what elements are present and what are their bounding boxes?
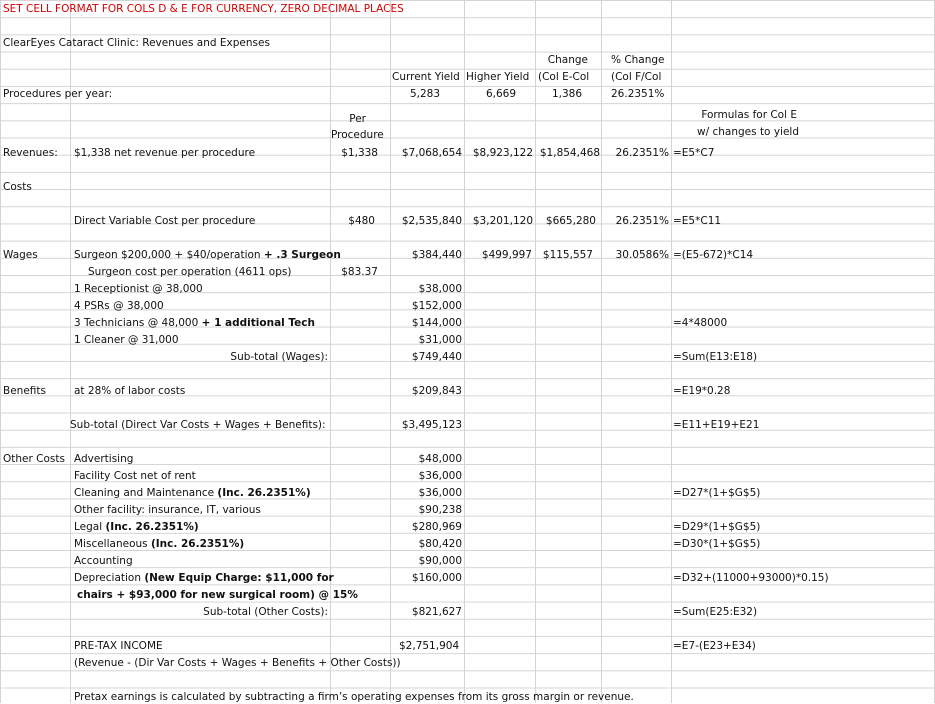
pretax-label[interactable]: PRE-TAX INCOME xyxy=(74,640,163,652)
wages-surgeon-desc[interactable] xyxy=(74,248,341,262)
wages-surgeon-pct[interactable]: 30.0586% xyxy=(615,249,669,261)
pretax-formula[interactable]: =E7-(E23+E34) xyxy=(673,640,756,652)
costs-label[interactable]: Costs xyxy=(3,181,32,193)
legal-formula[interactable]: =D29*(1+$G$5) xyxy=(673,521,761,533)
accounting-val[interactable]: $90,000 xyxy=(418,555,462,567)
sheet-title[interactable]: ClearEyes Cataract Clinic: Revenues and Expenses xyxy=(3,37,270,49)
other-subtotal-label[interactable]: Sub-total (Other Costs): xyxy=(203,606,328,618)
procedures-label[interactable]: Procedures per year: xyxy=(3,88,113,100)
procedures-pct[interactable]: 26.2351% xyxy=(611,88,665,100)
column-divider xyxy=(535,0,536,703)
technicians-val[interactable]: $144,000 xyxy=(411,317,462,329)
dvc-per[interactable]: $480 xyxy=(348,215,375,227)
header-procedure[interactable]: Procedure xyxy=(331,129,384,141)
technicians-desc-a: 3 Technicians @ 48,000 xyxy=(74,317,202,329)
legal-desc-b: (Inc. 26.2351%) xyxy=(105,521,199,533)
other-facility-val[interactable]: $90,238 xyxy=(418,504,462,516)
wages-surgeon-current[interactable]: $384,440 xyxy=(411,249,462,261)
depreciation-desc-cont[interactable] xyxy=(77,588,358,602)
psrs-desc[interactable]: 4 PSRs @ 38,000 xyxy=(74,300,164,312)
other-subtotal-formula[interactable]: =Sum(E25:E32) xyxy=(673,606,758,618)
depreciation-desc-a: Depreciation xyxy=(74,572,145,584)
misc-formula[interactable]: =D30*(1+$G$5) xyxy=(673,538,761,550)
facility-desc[interactable]: Facility Cost net of rent xyxy=(74,470,196,482)
pretax-val[interactable]: $2,751,904 xyxy=(399,640,460,652)
header-formulas-1[interactable]: Formulas for Col E xyxy=(701,109,797,121)
wages-surgeon-change[interactable]: $115,557 xyxy=(542,249,593,261)
surgeon-cost-per-op-label[interactable]: Surgeon cost per operation (4611 ops) xyxy=(88,266,292,278)
pretax-sub[interactable]: (Revenue - (Dir Var Costs + Wages + Benefits + Other Costs)) xyxy=(74,657,401,669)
dvc-pct[interactable]: 26.2351% xyxy=(615,215,669,227)
benefits-label[interactable]: Benefits xyxy=(3,385,46,397)
subtotal-dvwb-formula[interactable]: =E11+E19+E21 xyxy=(673,419,760,431)
dvc-current[interactable]: $2,535,840 xyxy=(401,215,462,227)
revenues-pct[interactable]: 26.2351% xyxy=(615,147,669,159)
column-divider xyxy=(390,0,391,703)
cleaning-desc-b: (Inc. 26.2351%) xyxy=(217,487,311,499)
header-per[interactable]: Per xyxy=(349,113,366,125)
revenues-formula[interactable]: =E5*C7 xyxy=(673,147,715,159)
revenues-label[interactable]: Revenues: xyxy=(3,147,58,159)
other-subtotal-val[interactable]: $821,627 xyxy=(411,606,462,618)
cleaning-desc-a: Cleaning and Maintenance xyxy=(74,487,218,499)
cleaner-desc[interactable]: 1 Cleaner @ 31,000 xyxy=(74,334,179,346)
technicians-desc[interactable] xyxy=(74,316,315,330)
wages-surgeon-higher[interactable]: $499,997 xyxy=(481,249,532,261)
revenues-current[interactable]: $7,068,654 xyxy=(401,147,462,159)
revenues-per[interactable]: $1,338 xyxy=(341,147,378,159)
dvc-higher[interactable]: $3,201,120 xyxy=(472,215,533,227)
advertising-val[interactable]: $48,000 xyxy=(418,453,462,465)
wages-subtotal-label[interactable]: Sub-total (Wages): xyxy=(230,351,328,363)
psrs-val[interactable]: $152,000 xyxy=(411,300,462,312)
cleaning-formula[interactable]: =D27*(1+$G$5) xyxy=(673,487,761,499)
dvc-formula[interactable]: =E5*C11 xyxy=(673,215,722,227)
wages-surgeon-formula[interactable]: =(E5-672)*C14 xyxy=(673,249,754,261)
facility-val[interactable]: $36,000 xyxy=(418,470,462,482)
header-col-e-col[interactable]: (Col E-Col xyxy=(538,71,590,83)
technicians-formula[interactable]: =4*48000 xyxy=(673,317,728,329)
accounting-desc[interactable]: Accounting xyxy=(74,555,133,567)
misc-desc[interactable] xyxy=(74,537,244,551)
subtotal-dvwb-val[interactable]: $3,495,123 xyxy=(401,419,462,431)
wages-surgeon-desc-a: Surgeon $200,000 + $40/operation xyxy=(74,249,264,261)
procedures-current[interactable]: 5,283 xyxy=(409,88,440,100)
cleaning-desc[interactable] xyxy=(74,486,311,500)
procedures-change[interactable]: 1,386 xyxy=(551,88,582,100)
cleaning-val[interactable]: $36,000 xyxy=(418,487,462,499)
depreciation-desc-b: (New Equip Charge: $11,000 for xyxy=(144,572,334,584)
benefits-desc[interactable]: at 28% of labor costs xyxy=(74,385,186,397)
header-higher-yield[interactable]: Higher Yield xyxy=(466,71,530,83)
column-divider xyxy=(70,0,71,703)
other-facility-desc[interactable]: Other facility: insurance, IT, various xyxy=(74,504,261,516)
column-divider xyxy=(464,0,465,703)
wages-subtotal-formula[interactable]: =Sum(E13:E18) xyxy=(673,351,758,363)
header-formulas-2[interactable]: w/ changes to yield xyxy=(697,126,799,138)
header-col-f-col[interactable]: (Col F/Col xyxy=(611,71,662,83)
depreciation-desc[interactable] xyxy=(74,571,334,585)
header-current-yield[interactable]: Current Yield xyxy=(392,71,460,83)
wages-surgeon-desc-b: + .3 Surgeon xyxy=(263,249,341,261)
surgeon-cost-per-op[interactable]: $83.37 xyxy=(341,266,378,278)
benefits-formula[interactable]: =E19*0.28 xyxy=(673,385,731,397)
header-change[interactable]: Change xyxy=(547,54,588,66)
revenues-higher[interactable]: $8,923,122 xyxy=(472,147,533,159)
wages-subtotal-val[interactable]: $749,440 xyxy=(411,351,462,363)
legal-desc-a: Legal xyxy=(74,521,106,533)
misc-desc-b: (Inc. 26.2351%) xyxy=(150,538,245,550)
legal-val[interactable]: $280,969 xyxy=(411,521,462,533)
depreciation-formula[interactable]: =D32+(11000+93000)*0.15) xyxy=(673,572,829,584)
revenues-desc[interactable]: $1,338 net revenue per procedure xyxy=(74,147,256,159)
technicians-desc-b: + 1 additional Tech xyxy=(201,317,315,329)
cleaner-val[interactable]: $31,000 xyxy=(418,334,462,346)
other-costs-label[interactable]: Other Costs xyxy=(3,453,65,465)
format-note[interactable]: SET CELL FORMAT FOR COLS D & E FOR CURRENCY, ZERO DECIMAL PLACES xyxy=(3,3,404,15)
footnote[interactable]: Pretax earnings is calculated by subtracting a firm’s operating expenses from its gross margin or revenue. xyxy=(74,691,634,703)
legal-desc[interactable] xyxy=(74,520,199,534)
procedures-higher[interactable]: 6,669 xyxy=(485,88,516,100)
receptionist-desc[interactable]: 1 Receptionist @ 38,000 xyxy=(74,283,203,295)
column-divider xyxy=(601,0,602,703)
depreciation-desc-c: chairs + $93,000 for new surgical room) @ 15% xyxy=(77,589,358,601)
wages-label[interactable]: Wages xyxy=(3,249,38,261)
misc-desc-a: Miscellaneous xyxy=(74,538,151,550)
receptionist-val[interactable]: $38,000 xyxy=(418,283,462,295)
dvc-change[interactable]: $665,280 xyxy=(545,215,596,227)
depreciation-val[interactable]: $160,000 xyxy=(411,572,462,584)
advertising-desc[interactable]: Advertising xyxy=(74,453,134,465)
subtotal-dvwb-label[interactable]: Sub-total (Direct Var Costs + Wages + Benefits): xyxy=(70,419,326,431)
misc-val[interactable]: $80,420 xyxy=(418,538,462,550)
dvc-desc[interactable]: Direct Variable Cost per procedure xyxy=(74,215,256,227)
benefits-val[interactable]: $209,843 xyxy=(411,385,462,397)
revenues-change[interactable]: $1,854,468 xyxy=(539,147,600,159)
header-pct-change[interactable]: % Change xyxy=(611,54,665,66)
column-divider xyxy=(671,0,672,703)
